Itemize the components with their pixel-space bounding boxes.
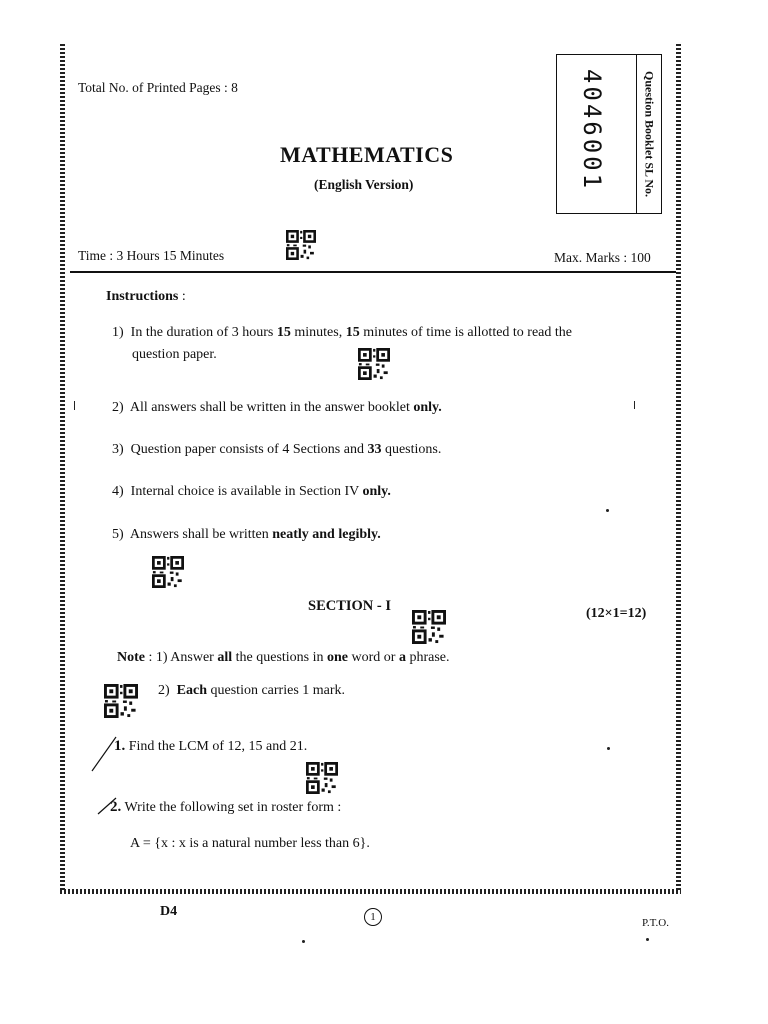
max-marks: Max. Marks : 100: [554, 250, 651, 265]
note-line-2: 2) Each question carries 1 mark.: [158, 683, 346, 698]
qr-code: [358, 348, 390, 380]
qr-code: [306, 762, 338, 794]
dotted-border-bottom: [60, 889, 681, 894]
section-marks: (12×1=12): [586, 606, 647, 621]
dotted-border-left: [60, 44, 65, 892]
question-2-set: A = {x : x is a natural number less than 6}.: [130, 836, 370, 851]
qr-code: [104, 684, 138, 718]
instruction-item: 1) In the duration of 3 hours 15 minutes, 15 minutes of time is allotted to read the: [112, 325, 573, 340]
instructions-heading: Instructions :: [106, 289, 186, 304]
speck: [646, 938, 649, 941]
speck: [634, 401, 635, 409]
booklet-label: Question Booklet SL No.: [642, 70, 657, 198]
pto-label: P.T.O.: [642, 917, 669, 929]
question-2: 2. Write the following set in roster form :: [110, 799, 342, 815]
printed-pages: Total No. of Printed Pages : 8: [78, 80, 238, 95]
speck: [74, 401, 75, 410]
instruction-item: 4) Internal choice is available in Section IV only.: [112, 484, 391, 499]
qr-code: [286, 230, 316, 260]
instruction-item: 3) Question paper consists of 4 Sections and 33 questions.: [112, 442, 442, 457]
page-number: 1: [364, 908, 382, 926]
booklet-number: 4046001: [578, 68, 606, 192]
paper-code: D4: [160, 904, 178, 919]
qr-code: [412, 610, 446, 644]
time-label: Time : 3 Hours 15 Minutes: [78, 248, 225, 263]
question-1: 1. Find the LCM of 12, 15 and 21.: [114, 738, 308, 754]
speck: [302, 940, 305, 943]
instruction-item: 2) All answers shall be written in the answer booklet only.: [112, 400, 442, 415]
header-rule: [70, 271, 676, 273]
speck: [607, 747, 610, 750]
section-title: SECTION - I: [308, 598, 391, 614]
subject-title: MATHEMATICS: [280, 142, 454, 167]
dotted-border-right: [676, 44, 681, 892]
instruction-item-continuation: question paper.: [132, 347, 217, 362]
speck: [606, 509, 609, 512]
instruction-item: 5) Answers shall be written neatly and legibly.: [112, 527, 381, 542]
version-label: (English Version): [314, 177, 414, 192]
qr-code: [152, 556, 184, 588]
note-line-1: Note : 1) Answer all the questions in one word or a phrase.: [117, 650, 450, 665]
